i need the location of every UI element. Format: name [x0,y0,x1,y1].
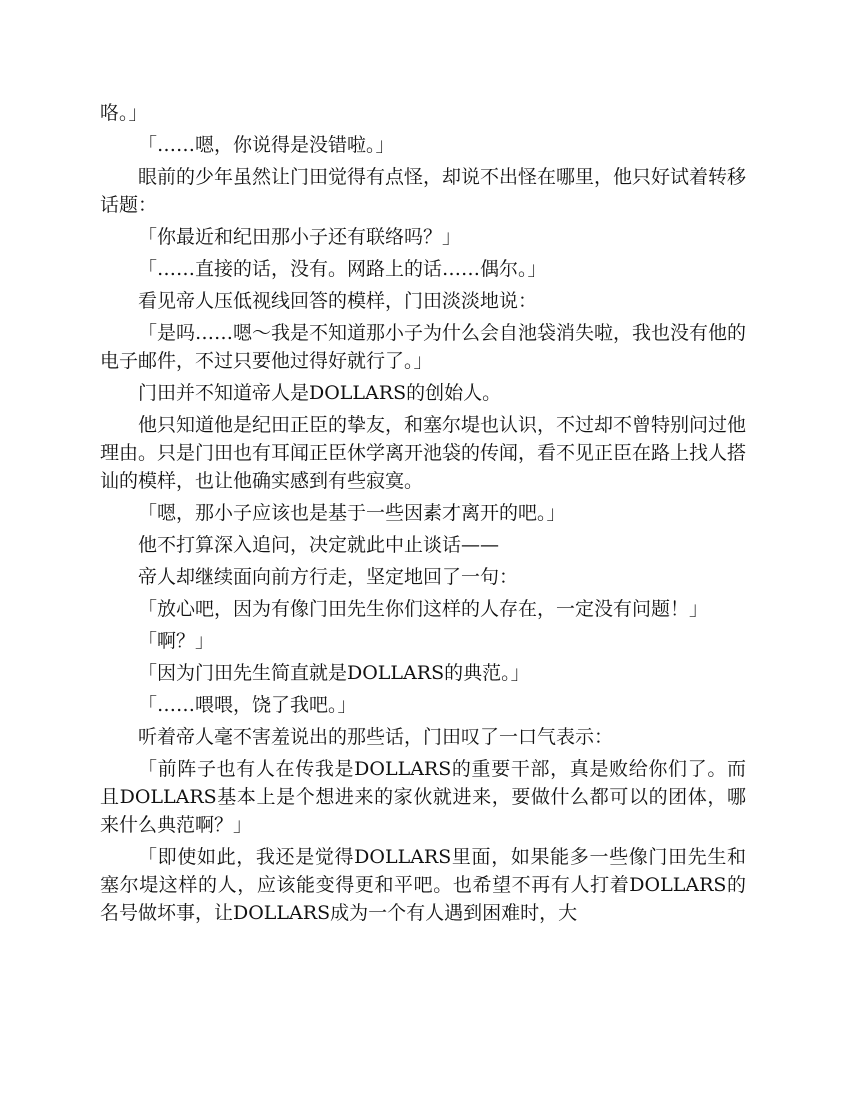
paragraph: 眼前的少年虽然让门田觉得有点怪，却说不出怪在哪里，他只好试着转移话题： [100,166,747,216]
paragraph: 「即使如此，我还是觉得DOLLARS里面，如果能多一些像门田先生和塞尔堤这样的人，应该能变得更和平吧。也希望不再有人打着DOLLARS的名号做坏事，让DOLLARS成为一个有人遇到困难时，大 [100,846,746,924]
paragraph: 「是吗……嗯～我是不知道那小子为什么会自池袋消失啦，我也没有他的电子邮件，不过只要他过得好就行了。」 [100,322,747,372]
paragraph: 「你最近和纪田那小子还有联络吗？」 [138,226,462,248]
paragraph: 帝人却继续面向前方行走，坚定地回了一句： [138,566,519,588]
paragraph: 听着帝人毫不害羞说出的那些话，门田叹了一口气表示： [138,726,614,748]
paragraph: 门田并不知道帝人是DOLLARS的创始人。 [138,382,502,404]
paragraph: 「……嗯，你说得是没错啦。」 [138,134,395,156]
paragraph: 看见帝人压低视线回答的模样，门田淡淡地说： [138,290,538,312]
paragraph: 咯。」 [100,102,148,124]
paragraph: 他不打算深入追问，决定就此中止谈话—— [138,534,500,556]
paragraph: 「嗯，那小子应该也是基于一些因素才离开的吧。」 [138,502,566,524]
paragraph: 「啊？」 [138,630,215,652]
paragraph: 「因为门田先生简直就是DOLLARS的典范。」 [138,662,530,684]
paragraph: 他只知道他是纪田正臣的挚友，和塞尔堤也认识，不过却不曾特别问过他理由。只是门田也有耳闻正臣休学离开池袋的传闻，看不见正臣在路上找人搭讪的模样，也让他确实感到有些寂寞。 [100,414,747,492]
paragraph: 「……直接的话，没有。网路上的话……偶尔。」 [138,258,547,280]
paragraph: 「前阵子也有人在传我是DOLLARS的重要干部，真是败给你们了。而且DOLLARS基本上是个想进来的家伙就进来，要做什么都可以的团体，哪来什么典范啊？」 [100,758,746,836]
paragraph: 「……喂喂，饶了我吧。」 [138,694,357,716]
document-page [100,99,746,931]
paragraph: 「放心吧，因为有像门田先生你们这样的人存在，一定没有问题！」 [138,598,709,620]
